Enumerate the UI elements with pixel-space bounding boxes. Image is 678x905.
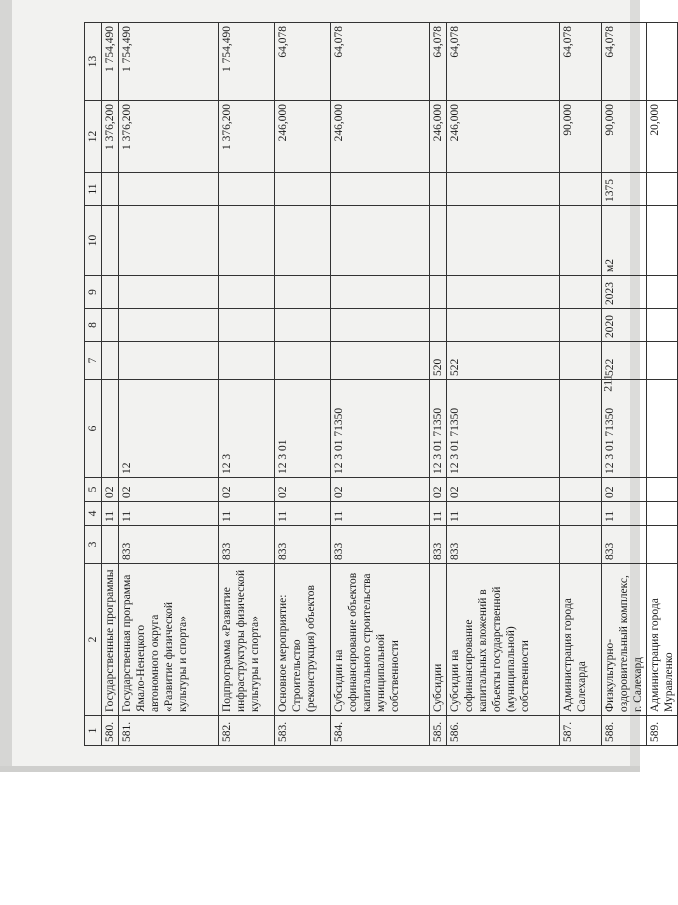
row-name-cell: Администрация города Муравленко xyxy=(647,564,678,716)
table-cell: 12 3 01 71350 xyxy=(331,380,430,478)
row-number-cell: 586. xyxy=(447,716,560,746)
column-header: 3 xyxy=(85,526,102,564)
table-row xyxy=(560,23,602,746)
table-cell xyxy=(647,173,678,206)
table-cell: 12 xyxy=(119,380,219,478)
table-cell xyxy=(102,276,119,309)
column-header: 5 xyxy=(85,478,102,502)
table-row xyxy=(447,23,560,746)
table-row xyxy=(647,23,678,746)
table-cell xyxy=(447,309,560,342)
table-cell xyxy=(331,309,430,342)
table-cell: 833 xyxy=(430,526,447,564)
table-cell xyxy=(102,173,119,206)
table-cell xyxy=(275,309,331,342)
table-row xyxy=(119,23,219,746)
table-cell: 20,000 xyxy=(647,101,678,173)
table-cell: 02 xyxy=(119,478,219,502)
column-header: 4 xyxy=(85,502,102,526)
table-cell xyxy=(430,173,447,206)
table-cell: 833 xyxy=(275,526,331,564)
table-cell xyxy=(560,380,602,478)
table-cell xyxy=(119,276,219,309)
table-cell: 02 xyxy=(602,478,647,502)
table-cell: 2020 xyxy=(602,309,647,342)
column-header: 2 xyxy=(85,564,102,716)
row-number-cell: 582. xyxy=(219,716,275,746)
table-cell: 11 xyxy=(275,502,331,526)
table-cell: 11 xyxy=(331,502,430,526)
table-cell: 833 xyxy=(447,526,560,564)
table-cell: 246,000 xyxy=(331,101,430,173)
table-cell xyxy=(119,342,219,380)
table-cell: 11 xyxy=(119,502,219,526)
row-name-cell: Субсидии xyxy=(430,564,447,716)
table-cell xyxy=(331,173,430,206)
table-cell: 11 xyxy=(602,502,647,526)
table-cell: 12 3 xyxy=(219,380,275,478)
table-cell xyxy=(560,526,602,564)
row-name-cell: Основное мероприятие: Строительство (реконструкция) объектов xyxy=(275,564,331,716)
row-name-cell: Администрация города Салехарда xyxy=(560,564,602,716)
column-header: 1 xyxy=(85,716,102,746)
table-cell: 11 xyxy=(447,502,560,526)
row-number-cell: 585. xyxy=(430,716,447,746)
table-cell: 1 754,490 xyxy=(219,23,275,101)
table-cell xyxy=(647,502,678,526)
header-row xyxy=(85,23,102,746)
budget-table xyxy=(84,22,678,746)
table-cell: 11 xyxy=(102,502,119,526)
table-cell xyxy=(102,342,119,380)
table-cell: 1 376,200 xyxy=(219,101,275,173)
table-cell: 833 xyxy=(119,526,219,564)
table-cell: 833 xyxy=(602,526,647,564)
row-number-cell: 580. xyxy=(102,716,119,746)
table-cell xyxy=(647,478,678,502)
table-cell xyxy=(560,276,602,309)
table-cell xyxy=(647,380,678,478)
table-cell: 02 xyxy=(102,478,119,502)
table-cell xyxy=(560,502,602,526)
table-cell xyxy=(331,276,430,309)
row-name-cell: Физкультурно-оздоровительный комплекс, г. Салехард xyxy=(602,564,647,716)
column-header: 8 xyxy=(85,309,102,342)
table-cell xyxy=(560,478,602,502)
table-cell xyxy=(447,173,560,206)
table-cell xyxy=(647,206,678,276)
table-cell xyxy=(219,342,275,380)
table-cell: 1 754,490 xyxy=(119,23,219,101)
table-cell: 833 xyxy=(219,526,275,564)
table-row xyxy=(430,23,447,746)
column-header: 6 xyxy=(85,380,102,478)
row-number-cell: 588. xyxy=(602,716,647,746)
column-header: 10 xyxy=(85,206,102,276)
scan-left-edge xyxy=(0,0,12,770)
table-cell: 246,000 xyxy=(430,101,447,173)
table-cell xyxy=(102,380,119,478)
table-cell: 02 xyxy=(275,478,331,502)
table-cell: м2 xyxy=(602,206,647,276)
table-cell: 1 376,200 xyxy=(119,101,219,173)
table-cell xyxy=(647,276,678,309)
table-row xyxy=(275,23,331,746)
row-name-cell: Государственная программа Ямало-Ненецкого автономного округа «Развитие физической культуры и спорта» xyxy=(119,564,219,716)
table-cell: 02 xyxy=(331,478,430,502)
row-name-cell: Субсидии на софинансирование объектов капитального строительства муниципальной собственности xyxy=(331,564,430,716)
table-cell: 90,000 xyxy=(560,101,602,173)
table-cell: 833 xyxy=(331,526,430,564)
table-cell xyxy=(447,206,560,276)
table-cell xyxy=(447,276,560,309)
table-row xyxy=(602,23,647,746)
table-cell: 02 xyxy=(430,478,447,502)
row-name-cell: Подпрограмма «Развитие инфраструктуры физической культуры и спорта» xyxy=(219,564,275,716)
table-cell xyxy=(430,309,447,342)
table-cell: 246,000 xyxy=(275,101,331,173)
table-cell: 02 xyxy=(219,478,275,502)
table-cell: 520 xyxy=(430,342,447,380)
table-cell: 64,078 xyxy=(560,23,602,101)
table-cell: 11 xyxy=(219,502,275,526)
table-cell: 2023 xyxy=(602,276,647,309)
table-cell xyxy=(275,276,331,309)
table-cell: 11 xyxy=(430,502,447,526)
table-row xyxy=(219,23,275,746)
page-number: 211 xyxy=(600,374,615,392)
table-cell: 1 376,200 xyxy=(102,101,119,173)
row-number-cell: 584. xyxy=(331,716,430,746)
column-header: 12 xyxy=(85,101,102,173)
row-number-cell: 581. xyxy=(119,716,219,746)
table-cell: 64,078 xyxy=(447,23,560,101)
table-cell xyxy=(219,173,275,206)
table-cell xyxy=(102,526,119,564)
table-cell xyxy=(560,173,602,206)
table-row xyxy=(102,23,119,746)
table-row xyxy=(331,23,430,746)
table-cell xyxy=(219,206,275,276)
column-header: 7 xyxy=(85,342,102,380)
table-cell: 64,078 xyxy=(331,23,430,101)
table-cell xyxy=(275,206,331,276)
table-cell xyxy=(647,526,678,564)
table-cell: 64,078 xyxy=(602,23,647,101)
table-cell: 1375 xyxy=(602,173,647,206)
table-cell xyxy=(560,309,602,342)
row-number-cell: 587. xyxy=(560,716,602,746)
scan-bottom-shadow xyxy=(0,766,640,772)
table-cell: 246,000 xyxy=(447,101,560,173)
table-cell: 12 3 01 71350 xyxy=(430,380,447,478)
table-cell xyxy=(560,342,602,380)
table-cell xyxy=(119,173,219,206)
table-cell xyxy=(119,206,219,276)
table-cell xyxy=(102,206,119,276)
table-cell: 64,078 xyxy=(430,23,447,101)
table-cell: 12 3 01 xyxy=(275,380,331,478)
table-cell xyxy=(275,342,331,380)
table-cell xyxy=(331,206,430,276)
column-header: 9 xyxy=(85,276,102,309)
table-cell: 02 xyxy=(447,478,560,502)
row-name-cell: Государственные программы xyxy=(102,564,119,716)
table-cell xyxy=(560,206,602,276)
column-header: 11 xyxy=(85,173,102,206)
column-header: 13 xyxy=(85,23,102,101)
table-cell: 12 3 01 71350 xyxy=(602,380,647,478)
table-cell: 12 3 01 71350 xyxy=(447,380,560,478)
table-cell xyxy=(275,173,331,206)
row-number-cell: 589. xyxy=(647,716,678,746)
table-cell xyxy=(219,309,275,342)
rotated-table-container xyxy=(84,23,675,746)
table-cell xyxy=(331,342,430,380)
table-cell: 522 xyxy=(447,342,560,380)
table-cell xyxy=(119,309,219,342)
table-cell: 522 xyxy=(602,342,647,380)
table-cell xyxy=(647,309,678,342)
table-cell xyxy=(647,342,678,380)
table-cell xyxy=(430,276,447,309)
table-cell: 1 754,490 xyxy=(102,23,119,101)
row-number-cell: 583. xyxy=(275,716,331,746)
table-cell: 90,000 xyxy=(602,101,647,173)
table-cell xyxy=(430,206,447,276)
table-cell xyxy=(219,276,275,309)
table-cell: 64,078 xyxy=(275,23,331,101)
table-cell xyxy=(647,23,678,101)
table-cell xyxy=(102,309,119,342)
row-name-cell: Субсидии на софинансирование капитальных вложений в объекты государственной (муниципальной) собственности xyxy=(447,564,560,716)
